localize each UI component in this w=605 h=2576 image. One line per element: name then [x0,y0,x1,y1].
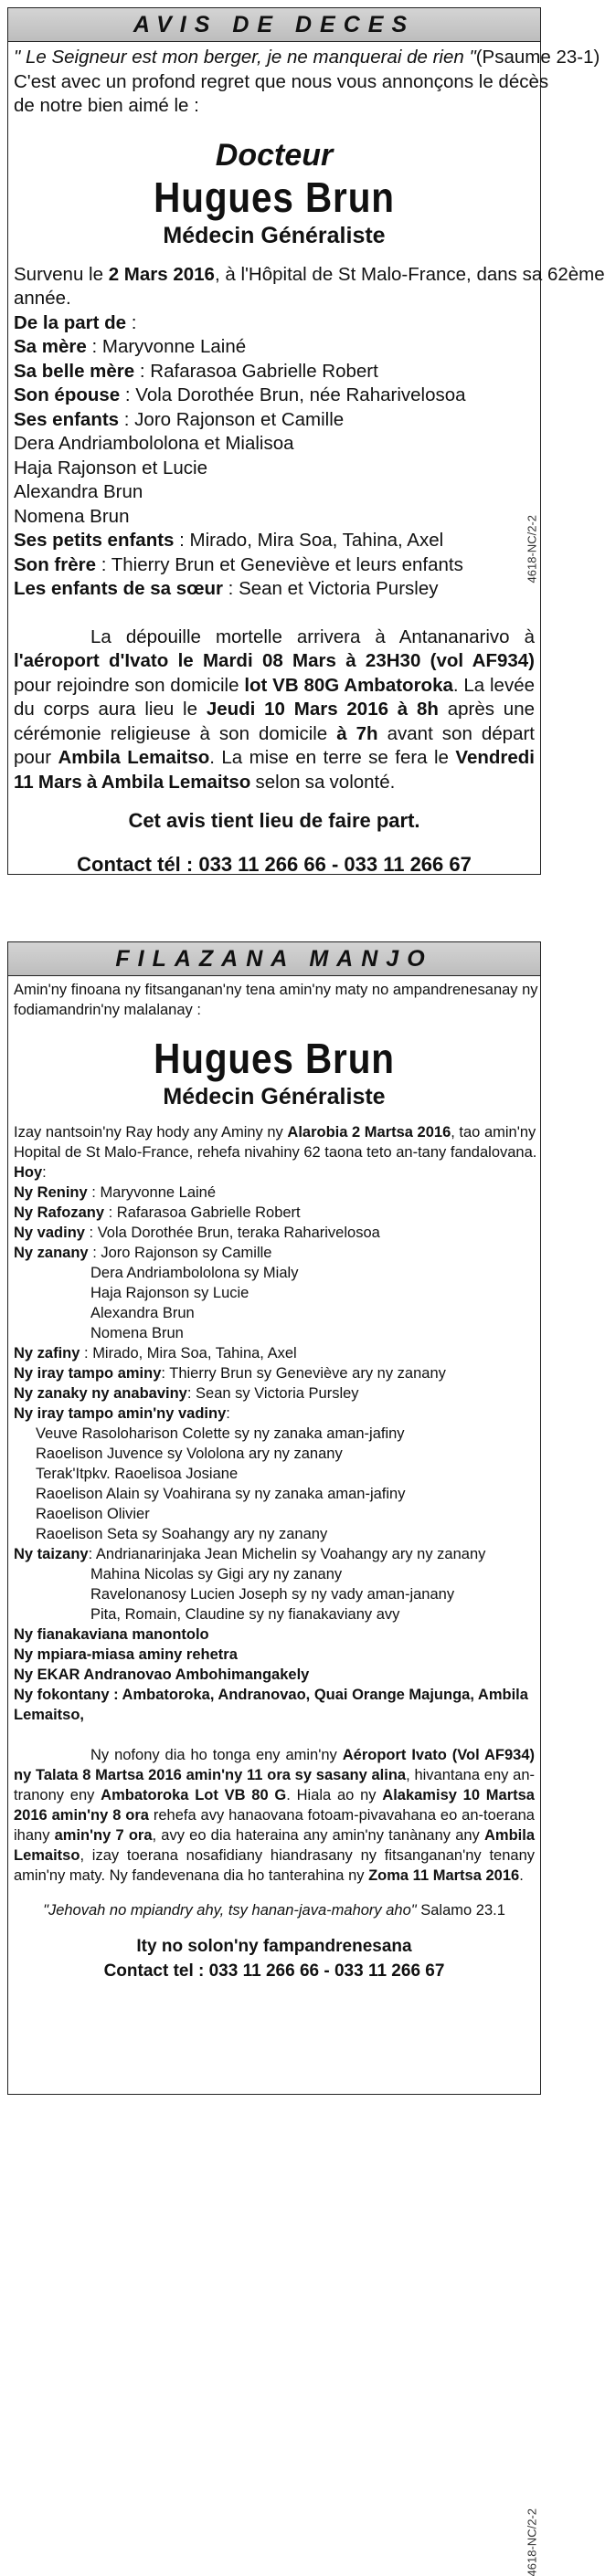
family-member-row [14,1624,535,1645]
family-member-row [14,1564,535,1584]
relation-label: Ny zafiny [14,1345,80,1362]
family-list [14,335,535,602]
relation-names: Nomena Brun [90,1325,184,1341]
banner-title: AVIS DE DECES [133,11,416,37]
death-info: Survenu le 2 Mars 2016, à l'Hôpital de St Malo-France, dans sa 62ème [14,263,605,285]
reference-code: 4618-NC/2-2 [525,515,538,584]
notice-body [8,42,605,878]
relation-label: Ny zanaky ny anabaviny [14,1385,187,1402]
relation-label: Son épouse [14,384,121,405]
death-info-cont: Hopital de St Malo-France, rehefa nivahiny 62 taona teto an-tany fandalovana. [14,1144,537,1161]
death-notice-malagasy [7,941,541,2576]
notice-body [8,976,540,1984]
family-member-row [14,1243,535,1263]
profession: Médecin Généraliste [163,222,386,248]
fokontany-line: Ny fokontany : Ambatoroka, Andranovao, Quai Orange Majunga, Ambila [14,1687,528,1703]
intro-line: fodiamandrin'ny malalanay : [14,1002,201,1018]
family-member-row [14,1223,535,1243]
deceased-name: Hugues Brun [154,1035,395,1082]
family-member-row [14,1524,535,1544]
relation-names: : Mirado, Mira Soa, Tahina, Axel [80,1345,297,1362]
relation-label: Ny fianakaviana manontolo [14,1626,209,1643]
family-member-row [14,1424,535,1444]
relation-names: Nomena Brun [14,505,130,527]
family-member-row [14,505,535,530]
family-header: De la part de : [14,311,137,333]
relation-names: : Maryvonne Lainé [86,336,247,357]
psalm-quote [14,46,600,70]
family-member-row [14,1343,535,1363]
contact-line: Contact tel : 033 11 266 66 - 033 11 266 67 [103,1961,445,1981]
quote-reference: Salamo 23.1 [416,1902,505,1919]
family-member-row [14,1203,535,1223]
relation-label: Ses enfants [14,408,120,430]
relation-names: : Rafarasoa Gabrielle Robert [134,360,378,382]
family-member-row [14,1464,535,1484]
relation-label: Ny Rafozany [14,1204,105,1221]
family-member-row [14,1444,535,1464]
family-list [14,1183,535,1685]
death-info-cont: année. [14,288,71,309]
relation-label: Ny mpiara-miasa aminy rehetra [14,1646,238,1663]
family-member-row [14,1303,535,1323]
psalm-quote [14,1900,535,1920]
closing-line: Cet avis tient lieu de faire part. [128,809,420,832]
family-member-row [14,529,535,553]
family-member-row [14,1665,535,1685]
intro-line: C'est avec un profond regret que nous vous annonçons le décès [14,70,549,92]
family-member-row [14,1404,535,1424]
contact-line: Contact tél : 033 11 266 66 - 033 11 266 67 [77,853,472,876]
quote-reference: (Psaume 23-1) [475,47,600,68]
relation-names: Haja Rajonson sy Lucie [90,1285,249,1301]
banner-title: FILAZANA MANJO [115,945,433,972]
relation-names: : Thierry Brun sy Geneviève ary ny zanany [161,1365,446,1382]
death-notice-french [7,7,605,876]
relation-names: Raoelison Seta sy Soahangy ary ny zanany [36,1526,328,1542]
relation-label: Ny iray tampo amin'ny vadiny [14,1405,227,1422]
relation-names: : Thierry Brun et Geneviève et leurs enfants [96,553,463,575]
fokontany-line: Lemaitso, [14,1707,85,1723]
family-member-row [14,335,535,360]
relation-label: Sa belle mère [14,360,135,382]
relation-names: : [226,1405,230,1422]
relation-label: Ny taizany [14,1546,89,1562]
family-member-row [14,1263,535,1283]
relation-names: Pita, Romain, Claudine sy ny fianakaviany avy [90,1606,400,1623]
relation-names: Ravelonanosy Lucien Joseph sy ny vady aman-janany [90,1586,455,1603]
relation-names: Dera Andriambololona et Mialisoa [14,433,294,454]
funeral-paragraph: La dépouille mortelle arrivera à Antananarivo à l'aéroport d'Ivato le Mardi 08 Mars à 23H30 (vol AF934) pour rejoindre son domicile lot VB 80G Ambatoroka. La levée du corps aura lieu le Jeudi 10 Mars 2016 à 8h après une cérémonie religieuse à son domicile à 7h avant son départ pour Ambila Lemaitso. La mise en terre se fera le Vendredi 11 Mars à Ambila Lemaitso selon sa volonté. [14,626,536,793]
family-member-row [14,1484,535,1504]
relation-names: : Maryvonne Lainé [87,1184,217,1201]
relation-label: Son frère [14,553,96,575]
relation-names: Alexandra Brun [14,481,143,502]
relation-label: Ses petits enfants [14,530,175,551]
relation-names: Mahina Nicolas sy Gigi ary ny zanany [90,1566,343,1582]
family-member-row [14,457,535,481]
family-header: Hoy: [14,1164,47,1181]
reference-code: 4618-NC/2-2 [525,2508,538,2576]
relation-names: Terak'Itpkv. Raoelisoa Josiane [36,1466,239,1482]
banner-avis-de-deces [8,8,540,42]
relation-names: : Joro Rajonson et Camille [119,408,345,430]
relation-names: Raoelison Juvence sy Vololona ary ny zanany [36,1446,343,1462]
relation-label: Ny iray tampo aminy [14,1365,162,1382]
family-member-row [14,577,535,602]
quote-text: " Le Seigneur est mon berger, je ne manquerai de rien " [14,47,476,68]
family-member-row [14,1383,535,1404]
family-member-row [14,408,535,433]
family-member-row [14,480,535,505]
relation-names: Alexandra Brun [90,1305,195,1321]
relation-names: Raoelison Olivier [36,1506,150,1522]
death-info: Izay nantsoin'ny Ray hody any Aminy ny Alarobia 2 Martsa 2016, tao amin'ny [14,1124,536,1141]
intro-line: de notre bien aimé le : [14,95,199,116]
relation-label: Sa mère [14,336,87,357]
family-member-row [14,1283,535,1303]
profession: Médecin Généraliste [163,1084,386,1109]
banner-filazana-manjo [8,942,540,976]
relation-names: Raoelison Alain sy Voahirana sy ny zanaka aman-jafiny [36,1486,406,1502]
family-member-row [14,1363,535,1383]
family-member-row [14,432,535,457]
relation-names: : Joro Rajonson sy Camille [88,1245,272,1261]
relation-names: : Vola Dorothée Brun, née Raharivelosoa [120,384,466,405]
death-date: 2 Mars 2016 [108,263,215,285]
relation-names: : Vola Dorothée Brun, teraka Raharivelosoa [84,1225,380,1241]
relation-label: Les enfants de sa sœur [14,578,223,599]
intro-line: Amin'ny finoana ny fitsanganan'ny tena amin'ny maty no ampandrenesanay ny [14,982,538,998]
relation-label: Ny zanany [14,1245,89,1261]
family-member-row [14,1584,535,1604]
relation-label: Ny Reniny [14,1184,88,1201]
family-member-row [14,1323,535,1343]
title-docteur: Docteur [215,137,334,173]
deceased-name: Hugues Brun [154,173,395,221]
relation-names: : Sean et Victoria Pursley [222,578,439,599]
relation-names: : Sean sy Victoria Pursley [186,1385,359,1402]
relation-names: : Rafarasoa Gabrielle Robert [104,1204,301,1221]
relation-names: Haja Rajonson et Lucie [14,457,207,478]
family-member-row [14,1544,535,1564]
family-member-row [14,1604,535,1624]
relation-label: Ny vadiny [14,1225,85,1241]
family-member-row [14,553,535,578]
relation-names: Veuve Rasoloharison Colette sy ny zanaka aman-jafiny [36,1425,405,1442]
relation-names: : Andrianarinjaka Jean Michelin sy Voahangy ary ny zanany [88,1546,486,1562]
relation-label: Ny EKAR Andranovao Ambohimangakely [14,1667,310,1683]
family-member-row [14,1645,535,1665]
family-member-row [14,1183,535,1203]
relation-names: Dera Andriambololona sy Mialy [90,1265,299,1281]
family-member-row [14,1504,535,1524]
family-member-row [14,384,535,408]
funeral-paragraph: Ny nofony dia ho tonga eny amin'ny Aéroport Ivato (Vol AF934) ny Talata 8 Martsa 2016 amin'ny 11 ora sy sasany alina, hivantana eny an-tranony eny Ambatoroka Lot VB 80 G. Hiala ao ny Alakamisy 10 Martsa 2016 amin'ny 8 ora rehefa avy hanaovana fotoam-pivavahana eo an-toerana ihany amin'ny 7 ora, avy eo dia hateraina any amin'ny tanànany any Ambila Lemaitso, izay toerana nosafidiany hiandrasany ny fitsanganan'ny tenany amin'ny maty. Ny fandevenana dia ho tanterahina ny Zoma 11 Martsa 2016. [14,1747,536,1884]
closing-line: Ity no solon'ny fampandrenesana [136,1937,412,1956]
relation-names: : Mirado, Mira Soa, Tahina, Axel [174,530,444,551]
family-member-row [14,360,535,384]
quote-text: "Jehovah no mpiandry ahy, tsy hanan-java-mahory aho" [43,1902,417,1919]
